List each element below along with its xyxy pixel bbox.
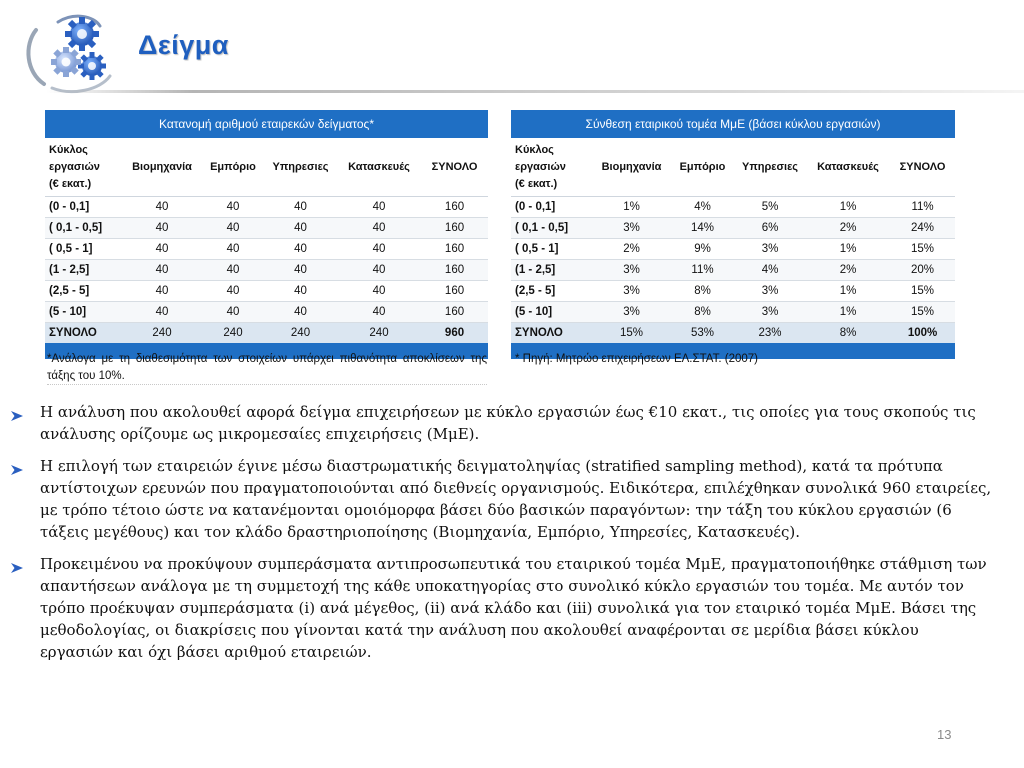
- table-cell: 8%: [806, 323, 890, 344]
- column-header: Κατασκευές: [806, 138, 890, 197]
- page-title: Δείγμα: [138, 30, 229, 60]
- table-cell: 40: [264, 260, 337, 281]
- table-cell: 53%: [671, 323, 734, 344]
- row-label: (2,5 - 5]: [45, 281, 122, 302]
- row-label: ΣΥΝΟΛΟ: [511, 323, 592, 344]
- table-cell: 15%: [890, 239, 955, 260]
- table-cell: 8%: [671, 302, 734, 323]
- sample-distribution-table: [45, 110, 488, 359]
- list-item: [10, 455, 995, 543]
- table-row: [511, 218, 955, 239]
- table-cell: 40: [264, 302, 337, 323]
- total-row: [511, 323, 955, 344]
- table-cell: 9%: [671, 239, 734, 260]
- table-cell: 5%: [734, 197, 806, 218]
- table-cell: 100%: [890, 323, 955, 344]
- table-cell: 40: [122, 239, 202, 260]
- column-header: Βιομηχανία: [592, 138, 671, 197]
- row-label: (1 - 2,5]: [45, 260, 122, 281]
- column-header: ΣΥΝΟΛΟ: [890, 138, 955, 197]
- bullet-text: Προκειμένου να προκύψουν συμπεράσματα αντιπροσωπευτικά του εταιρικού τομέα ΜμΕ, πραγματοποιήθηκε στάθμιση των απαντήσεων ανάλογα με τη συμμετοχή της κάθε υποκατηγορίας στο συνολικό κύκλο εργασιών του τομέα. Με αυτόν τον τρόπο προέκυψαν συμπεράσματα (i) ανά μέγεθος, (ii) ανά κλάδο και (iii) συνολικά για τον εταιρικό τομέα ΜμΕ. Βάσει της μεθοδολογίας, οι διακρίσεις που γίνονται κατά την ανάλυση που ακολουθεί αναφέρονται σε μερίδια βάσει κύκλου εργασιών και όχι βάσει αριθμού εταιρειών.: [40, 555, 987, 661]
- table-cell: 4%: [734, 260, 806, 281]
- arrow-bullet-icon: [10, 406, 24, 418]
- bullet-text: Η ανάλυση που ακολουθεί αφορά δείγμα επιχειρήσεων με κύκλο εργασιών έως €10 εκατ., τις οποίες για τους σκοπούς τις ανάλυσης ορίζουμε ως μικρομεσαίες επιχειρήσεις (ΜμΕ).: [40, 403, 976, 443]
- table-header: Κατανομή αριθμού εταιρεκών δείγματος*: [45, 110, 488, 138]
- table-cell: 240: [337, 323, 421, 344]
- table-cell: 240: [202, 323, 264, 344]
- table-cell: 240: [122, 323, 202, 344]
- list-item: [10, 401, 995, 445]
- row-label: (2,5 - 5]: [511, 281, 592, 302]
- table-cell: 3%: [734, 302, 806, 323]
- table-cell: 1%: [806, 239, 890, 260]
- table-cell: 40: [202, 260, 264, 281]
- table-cell: 1%: [806, 281, 890, 302]
- table-cell: 40: [264, 281, 337, 302]
- table-cell: 2%: [806, 260, 890, 281]
- footnote-divider: [47, 384, 487, 386]
- table-header: Σύνθεση εταιρικού τομέα ΜμΕ (βάσει κύκλου εργασιών): [511, 110, 955, 138]
- table-cell: 240: [264, 323, 337, 344]
- table-cell: 40: [264, 197, 337, 218]
- table-cell: 40: [337, 239, 421, 260]
- table-cell: 40: [264, 239, 337, 260]
- table-cell: 3%: [734, 281, 806, 302]
- table-cell: 40: [122, 218, 202, 239]
- row-label: (1 - 2,5]: [511, 260, 592, 281]
- title-divider: [46, 90, 1024, 93]
- column-header: Εμπόριο: [671, 138, 734, 197]
- table-cell: 40: [122, 260, 202, 281]
- table-cell: 40: [202, 302, 264, 323]
- table-row: [45, 260, 488, 281]
- table-cell: 40: [202, 218, 264, 239]
- table-cell: 40: [264, 218, 337, 239]
- column-header: ΣΥΝΟΛΟ: [421, 138, 488, 197]
- table-row: [511, 260, 955, 281]
- table-cell: 6%: [734, 218, 806, 239]
- row-label: (5 - 10]: [45, 302, 122, 323]
- table-row: [45, 302, 488, 323]
- table-cell: 11%: [890, 197, 955, 218]
- table-cell: 1%: [806, 197, 890, 218]
- table-cell: 23%: [734, 323, 806, 344]
- list-item: [10, 553, 995, 663]
- table-cell: 3%: [592, 302, 671, 323]
- column-header: Εμπόριο: [202, 138, 264, 197]
- table-cell: 960: [421, 323, 488, 344]
- table-cell: 40: [202, 281, 264, 302]
- table-row: [511, 197, 955, 218]
- row-label: (5 - 10]: [511, 302, 592, 323]
- row-label: ( 0,5 - 1]: [45, 239, 122, 260]
- table-cell: 3%: [592, 260, 671, 281]
- row-label-header: Κύκλος εργασιών (€ εκατ.): [45, 138, 122, 197]
- table-cell: 15%: [890, 281, 955, 302]
- arrow-bullet-icon: [10, 558, 24, 570]
- column-header: Βιομηχανία: [122, 138, 202, 197]
- table-row: [511, 302, 955, 323]
- table-cell: 160: [421, 218, 488, 239]
- table-row: [45, 239, 488, 260]
- table-cell: 40: [337, 197, 421, 218]
- table-cell: 40: [202, 239, 264, 260]
- total-row: [45, 323, 488, 344]
- table-cell: 15%: [890, 302, 955, 323]
- table-cell: 40: [337, 260, 421, 281]
- table-cell: 160: [421, 197, 488, 218]
- table-cell: 2%: [592, 239, 671, 260]
- table-cell: 11%: [671, 260, 734, 281]
- gears-logo-icon: [22, 10, 122, 96]
- table-cell: 40: [337, 302, 421, 323]
- column-header: Κατασκευές: [337, 138, 421, 197]
- table-row: [511, 281, 955, 302]
- table-cell: 40: [122, 302, 202, 323]
- table-cell: 3%: [734, 239, 806, 260]
- table-cell: 14%: [671, 218, 734, 239]
- arrow-bullet-icon: [10, 460, 24, 472]
- table-cell: 40: [122, 197, 202, 218]
- column-header: Υπηρεσιες: [734, 138, 806, 197]
- bullet-list: [10, 401, 995, 673]
- row-label: (0 - 0,1]: [45, 197, 122, 218]
- table-cell: 160: [421, 260, 488, 281]
- row-label: ( 0,5 - 1]: [511, 239, 592, 260]
- table-row: [45, 218, 488, 239]
- table1-footnote: *Ανάλογα με τη διαθεσιμότητα των στοιχείων υπάρχει πιθανότητα αποκλίσεων της τάξης του 10%.: [47, 353, 487, 382]
- table-cell: 4%: [671, 197, 734, 218]
- table-row: [45, 197, 488, 218]
- row-label: ΣΥΝΟΛΟ: [45, 323, 122, 344]
- table-cell: 160: [421, 302, 488, 323]
- table-cell: 40: [122, 281, 202, 302]
- table-cell: 160: [421, 239, 488, 260]
- table-cell: 3%: [592, 218, 671, 239]
- table-cell: 160: [421, 281, 488, 302]
- table-cell: 2%: [806, 218, 890, 239]
- table-cell: 15%: [592, 323, 671, 344]
- table-cell: 40: [337, 281, 421, 302]
- table-row: [511, 239, 955, 260]
- table-cell: 40: [337, 218, 421, 239]
- table-cell: 8%: [671, 281, 734, 302]
- table-cell: 1%: [806, 302, 890, 323]
- page-number: 13: [937, 727, 952, 742]
- table-cell: 1%: [592, 197, 671, 218]
- table-cell: 20%: [890, 260, 955, 281]
- table2-footnote: * Πηγή: Μητρώο επιχειρήσεων ΕΛ.ΣΤΑΤ. (2007): [515, 353, 758, 365]
- row-label: ( 0,1 - 0,5]: [511, 218, 592, 239]
- table-cell: 40: [202, 197, 264, 218]
- row-label-header: Κύκλος εργασιών (€ εκατ.): [511, 138, 592, 197]
- table-cell: 3%: [592, 281, 671, 302]
- row-label: ( 0,1 - 0,5]: [45, 218, 122, 239]
- column-header: Υπηρεσιες: [264, 138, 337, 197]
- row-label: (0 - 0,1]: [511, 197, 592, 218]
- table-cell: 24%: [890, 218, 955, 239]
- table-row: [45, 281, 488, 302]
- bullet-text: Η επιλογή των εταιρειών έγινε μέσω διαστρωματικής δειγματοληψίας (stratified sampling method), κατά τα πρότυπα αντίστοιχων ερευνών που πραγματοποιούνται από διεθνείς οργανισμούς. Ειδικότερα, επιλέχθηκαν συνολικά 960 εταιρείες, με τρόπο τέτοιο ώστε να κατανέμονται ομοιόμορφα βάσει δύο βασικών παραγόντων: την τάξη του κύκλου εργασιών (6 τάξεις μεγέθους) και τον κλάδο δραστηριοποίησης (Βιομηχανία, Εμπόριο, Υπηρεσίες, Κατασκευές).: [40, 457, 992, 541]
- sme-composition-table: [511, 110, 955, 359]
